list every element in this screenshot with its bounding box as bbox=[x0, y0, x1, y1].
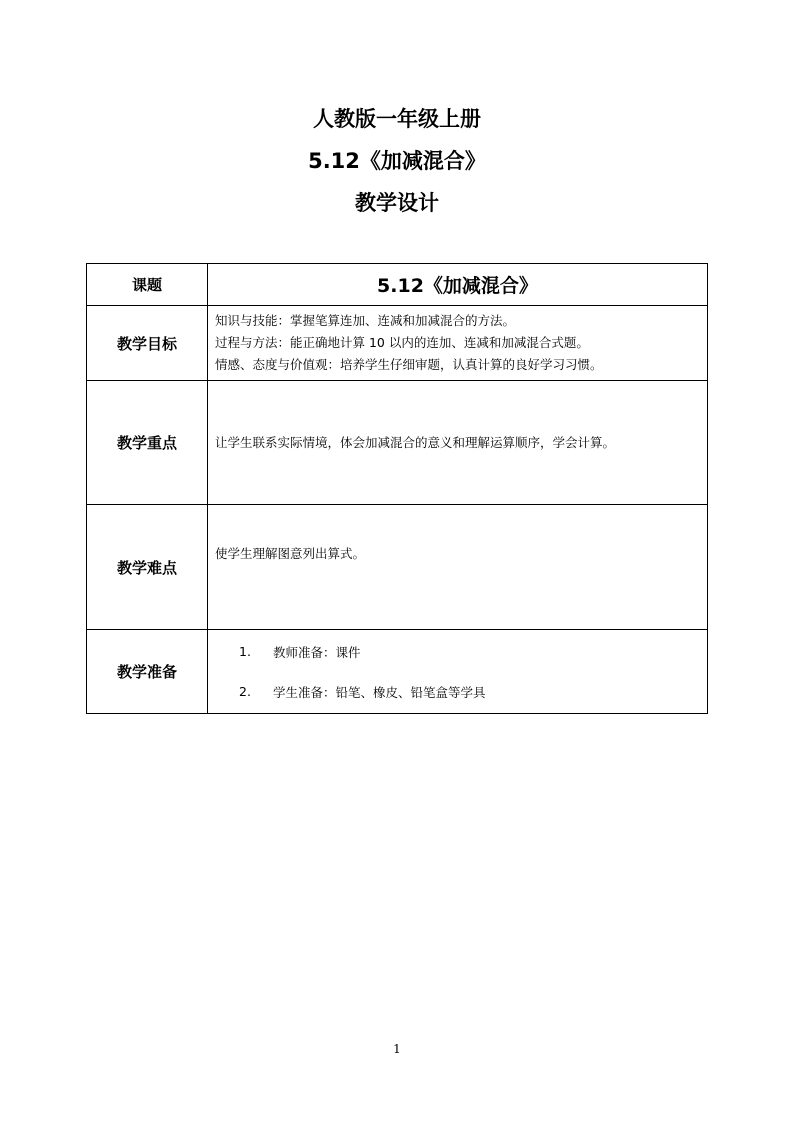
table-row-preparation bbox=[87, 630, 708, 714]
preparation-cell bbox=[208, 630, 708, 714]
page-number: 1 bbox=[393, 1042, 401, 1056]
difficulty-label: 教学难点 bbox=[87, 505, 208, 630]
table-row-topic bbox=[87, 264, 708, 306]
preparation-label: 教学准备 bbox=[87, 630, 208, 714]
key-points-label: 教学重点 bbox=[87, 381, 208, 505]
topic-value: 5.12《加减混合》 bbox=[208, 264, 708, 306]
goal-knowledge: 知识与技能：掌握笔算连加、连减和加减混合的方法。 bbox=[215, 313, 516, 328]
table-row-key-points bbox=[87, 381, 708, 505]
table-row-difficulty bbox=[87, 505, 708, 630]
list-item bbox=[215, 682, 707, 702]
doc-title-line1: 人教版一年级上册 bbox=[313, 107, 481, 131]
doc-title-line3: 教学设计 bbox=[355, 191, 439, 215]
difficulty-text: 使学生理解图意列出算式。 bbox=[215, 546, 366, 561]
table-row-goals bbox=[87, 306, 708, 381]
key-points-cell bbox=[208, 381, 708, 505]
list-text: 学生准备：铅笔、橡皮、铅笔盒等学具 bbox=[273, 684, 486, 700]
doc-title-line2: 5.12《加减混合》 bbox=[308, 149, 486, 173]
topic-label: 课题 bbox=[87, 264, 208, 306]
lesson-plan-table bbox=[86, 263, 708, 714]
list-number: 1. bbox=[239, 644, 251, 659]
difficulty-cell bbox=[208, 505, 708, 630]
goal-attitude: 情感、态度与价值观：培养学生仔细审题，认真计算的良好学习习惯。 bbox=[215, 357, 603, 372]
list-text: 教师准备：课件 bbox=[273, 644, 361, 660]
goals-label: 教学目标 bbox=[87, 306, 208, 381]
goal-process: 过程与方法：能正确地计算 10 以内的连加、连减和加减混合式题。 bbox=[215, 335, 589, 350]
list-number: 2. bbox=[239, 684, 251, 699]
list-item bbox=[215, 642, 707, 662]
key-points-text: 让学生联系实际情境，体会加减混合的意义和理解运算顺序，学会计算。 bbox=[215, 434, 616, 450]
goals-cell bbox=[208, 306, 708, 381]
